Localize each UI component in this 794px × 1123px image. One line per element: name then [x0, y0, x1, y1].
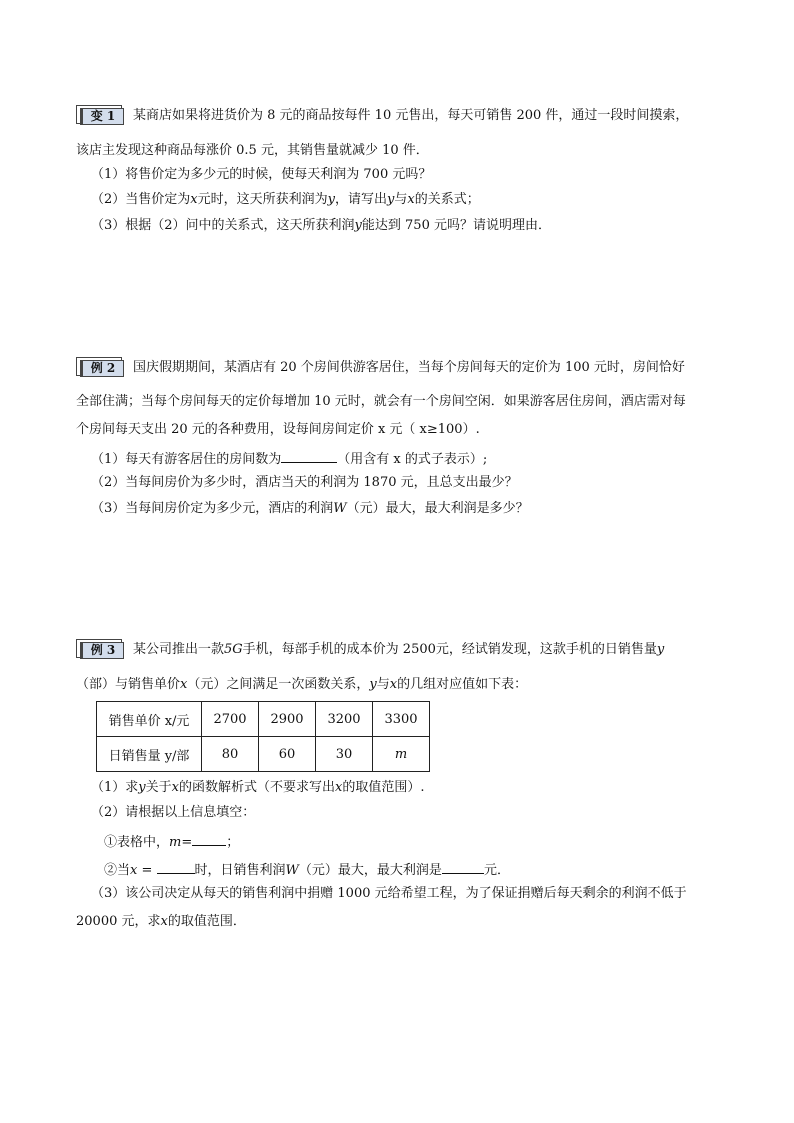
- table-cell: 3300: [373, 702, 430, 737]
- table-cell: 2700: [202, 702, 259, 737]
- table-row-header: 日销售量 y/部: [97, 737, 202, 772]
- table-cell: 3200: [316, 702, 373, 737]
- problem3-line1: 某公司推出一款5G手机，每部手机的成本价为 2500元，经试销发现，这款手机的日销售量y: [133, 642, 665, 657]
- problem3-question1: （1）求y关于x的函数解析式（不要求写出x的取值范围）.: [91, 780, 425, 795]
- problem3-question3: （3）该公司决定从每天的销售利润中捐赠 1000 元给希望工程，为了保证捐赠后每天剩余的利润不低于: [91, 886, 687, 901]
- problem1-question2: （2）当售价定为x元时，这天所获利润为y，请写出y与x的关系式；: [91, 192, 480, 207]
- problem3-question2: （2）请根据以上信息填空：: [91, 805, 256, 820]
- problem1-question3: （3）根据（2）问中的关系式，这天所获利润y能达到 750 元吗？请说明理由．: [91, 218, 551, 233]
- problem3-question2-part1: ①表格中，m= ；: [104, 832, 239, 852]
- table-row: [97, 702, 430, 737]
- problem2-line2: 全部住满；当每个房间每天的定价每增加 10 元时，就会有一个房间空闲．如果游客居住房间，酒店需对每: [76, 394, 686, 409]
- answer-blank: [442, 860, 484, 874]
- problem-tag-label: 变 1: [80, 108, 124, 125]
- problem-tag-label: 例 3: [80, 642, 124, 659]
- problem1-question1: （1）将售价定为多少元的时候，使每天利润为 700 元吗？: [91, 167, 432, 182]
- table-cell: 2900: [259, 702, 316, 737]
- table-cell: 60: [259, 737, 316, 772]
- problem1-line1: 某商店如果将进货价为 8 元的商品按每件 10 元售出，每天可销售 200 件，通过一段时间摸索，: [133, 108, 689, 123]
- problem2-line1: 国庆假期期间，某酒店有 20 个房间供游客居住，当每个房间每天的定价为 100 元时，房间恰好: [133, 360, 685, 375]
- problem2-question3: （3）当每间房价定为多少元，酒店的利润W（元）最大，最大利润是多少？: [91, 501, 529, 516]
- sales-table: [96, 701, 430, 772]
- problem3-line2: （部）与销售单价x（元）之间满足一次函数关系，y与x的几组对应值如下表：: [76, 677, 528, 692]
- table-row-header: 销售单价 x/元: [97, 702, 202, 737]
- problem-tag-bian1: [76, 105, 124, 125]
- problem3-question3-line2: 20000 元，求x的取值范围．: [76, 914, 246, 929]
- answer-blank: [157, 860, 195, 874]
- answer-blank: [192, 832, 226, 846]
- problem-tag-li3: [76, 639, 124, 659]
- table-cell: 80: [202, 737, 259, 772]
- problem-tag-li2: [76, 357, 124, 377]
- problem-tag-label: 例 2: [80, 360, 124, 377]
- table-row: [97, 737, 430, 772]
- table-cell: m: [373, 737, 430, 772]
- problem2-question1: （1）每天有游客居住的房间数为 （用含有 x 的式子表示）;: [91, 449, 487, 469]
- problem2-line3: 个房间每天支出 20 元的各种费用，设每间房间定价 x 元（ x≥100）.: [76, 422, 480, 437]
- table-cell: 30: [316, 737, 373, 772]
- problem3-question2-part2: ②当x = 时，日销售利润W（元）最大，最大利润是 元．: [104, 860, 510, 880]
- answer-blank: [281, 449, 337, 463]
- problem1-line2: 该店主发现这种商品每涨价 0.5 元，其销售量就减少 10 件．: [76, 143, 429, 158]
- problem2-question2: （2）当每间房价为多少时，酒店当天的利润为 1870 元，且总支出最少？: [91, 475, 518, 490]
